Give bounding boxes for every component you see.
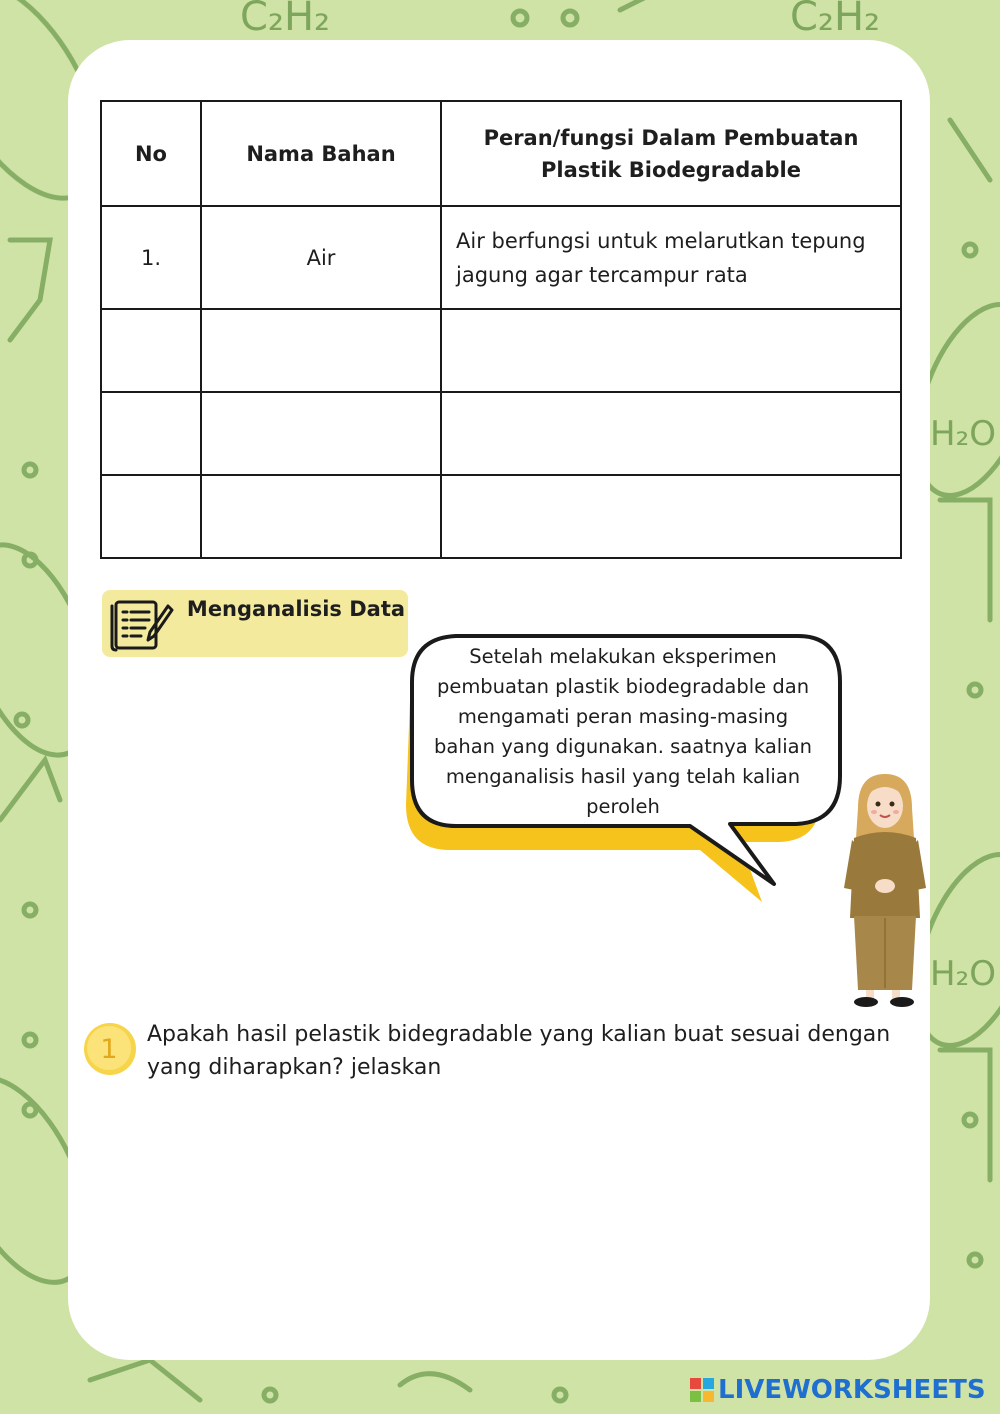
cell-peran[interactable] (441, 309, 901, 392)
header-nama-bahan: Nama Bahan (201, 101, 441, 206)
question-number-badge (82, 1021, 138, 1077)
cell-nama-bahan[interactable] (201, 392, 441, 475)
header-no: No (101, 101, 201, 206)
cell-nama-bahan[interactable] (201, 475, 441, 558)
doodle-formula-2: C₂H₂ (790, 0, 881, 40)
table-row (101, 206, 901, 309)
doodle-formula-1: C₂H₂ (240, 0, 331, 40)
header-peran: Peran/fungsi Dalam Pembuatan Plastik Biodegradable (441, 101, 901, 206)
doodle-formula-3: H₂O (930, 414, 996, 454)
materials-table (100, 100, 902, 559)
cell-no[interactable] (101, 309, 201, 392)
cell-no[interactable] (101, 475, 201, 558)
question-number: 1 (100, 1034, 118, 1065)
speech-bubble-text: Setelah melakukan eksperimen pembuatan plastik biodegradable dan mengamati peran masing-masing bahan yang digunakan. saatnya kalian menganalisis hasil yang telah kalian peroleh (434, 645, 812, 818)
table-row (101, 475, 901, 558)
table-header-row (101, 101, 901, 206)
cell-peran[interactable]: Air berfungsi untuk melarutkan tepung jagung agar tercampur rata (441, 206, 901, 309)
document-pen-icon (110, 596, 176, 652)
cell-nama-bahan[interactable]: Air (201, 206, 441, 309)
brand-text: LIVEWORKSHEETS (718, 1375, 986, 1405)
footer-brand[interactable] (690, 1370, 986, 1410)
cell-peran[interactable] (441, 475, 901, 558)
cell-no[interactable]: 1. (101, 206, 201, 309)
teacher-illustration (840, 768, 930, 1013)
table-row (101, 309, 901, 392)
section-title: Menganalisis Data (186, 597, 406, 621)
question-text: Apakah hasil pelastik bidegradable yang kalian buat sesuai dengan yang diharapkan? jelaskan (147, 1022, 891, 1080)
cell-no[interactable] (101, 392, 201, 475)
section-label-menganalisis-data (102, 590, 408, 657)
cell-nama-bahan[interactable] (201, 309, 441, 392)
table-row (101, 392, 901, 475)
doodle-formula-4: H₂O (930, 954, 996, 994)
cell-peran[interactable] (441, 392, 901, 475)
liveworksheets-logo-icon (690, 1378, 714, 1402)
